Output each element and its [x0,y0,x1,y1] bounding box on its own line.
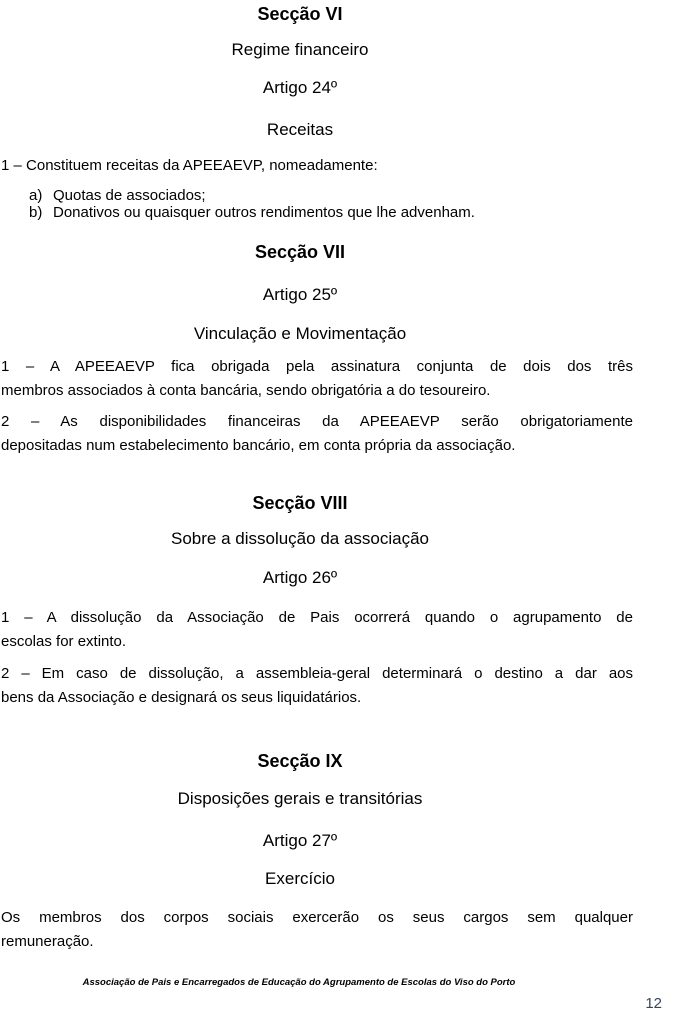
footer-association-name: Associação de Pais e Encarregados de Educação do Agrupamento de Escolas do Viso do Porto [82,977,516,988]
list-item-b [29,204,633,221]
paragraph-line: 1 – A dissolução da Associação de Pais ocorrerá quando o agrupamento de [1,609,633,626]
subheading-dissolucao: Sobre a dissolução da associação [171,529,429,548]
paragraph-line: depositadas num estabelecimento bancário, em conta própria da associação. [1,437,516,454]
subheading-exercicio: Exercício [265,869,335,888]
page-number: 12 [645,995,662,1012]
subheading-vinculacao: Vinculação e Movimentação [193,324,407,343]
paragraph-line: 1 – A APEEAEVP fica obrigada pela assinatura conjunta de dois dos três [1,358,633,375]
paragraph-line: escolas for extinto. [1,633,127,650]
list-item-a [29,187,633,204]
list-marker: a) [29,187,43,204]
page-content [0,3,678,954]
subheading-artigo-24: Artigo 24º [262,78,338,97]
subheading-receitas: Receitas [266,120,334,139]
list-item-text: Quotas de associados; [53,187,206,204]
paragraph [1,355,633,403]
section-heading-vi: Secção VI [257,4,343,24]
paragraph-line: remuneração. [1,933,94,950]
paragraph-receitas-intro: 1 – Constituem receitas da APEEAEVP, nomeadamente: [1,157,378,174]
paragraph-line: 2 – Em caso de dissolução, a assembleia-geral determinará o destino a dar aos [1,665,633,682]
section-heading-ix: Secção IX [257,751,343,771]
paragraph-line: membros associados à conta bancária, sendo obrigatória a do tesoureiro. [1,382,491,399]
section-heading-viii: Secção VIII [252,493,348,513]
paragraph [1,906,633,954]
subheading-artigo-26: Artigo 26º [262,568,338,587]
list-item-text: Donativos ou quaisquer outros rendimentos que lhe advenham. [53,204,475,221]
paragraph-line: Os membros dos corpos sociais exercerão os seus cargos sem qualquer [1,909,633,926]
paragraph [1,662,633,710]
section-heading-vii: Secção VII [254,242,346,262]
paragraph-line: bens da Associação e designará os seus liquidatários. [1,689,362,706]
paragraph [1,410,633,458]
subheading-artigo-27: Artigo 27º [262,831,338,850]
paragraph-line: 2 – As disponibilidades financeiras da APEEAEVP serão obrigatoriamente [1,413,633,430]
subheading-artigo-25: Artigo 25º [262,285,338,304]
paragraph [1,606,633,654]
receitas-list [1,187,633,221]
subheading-regime-financeiro: Regime financeiro [231,40,369,59]
subheading-disposicoes: Disposições gerais e transitórias [177,789,423,808]
list-marker: b) [29,204,43,221]
